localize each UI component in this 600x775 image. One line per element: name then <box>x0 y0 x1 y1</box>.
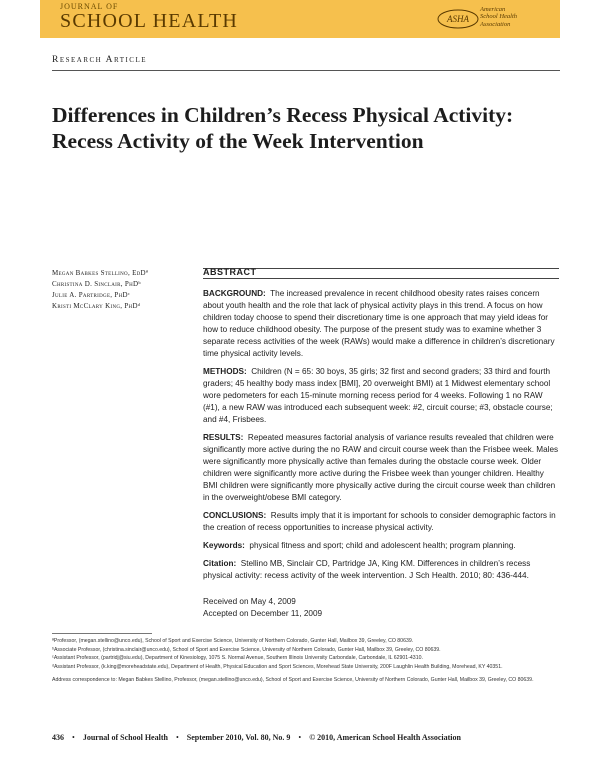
abstract-background <box>203 288 559 360</box>
footnote-c: ᶜAssistant Professor, (partridj@siu.edu), Department of Kinesiology, 1075 S. Normal Avenue, Southern Illinois University Carbondale, Carbondale, IL 62901-4310. <box>52 655 423 661</box>
abstract-citation <box>203 558 559 582</box>
footer-issue: September 2010, Vol. 80, No. 9 <box>186 733 291 742</box>
journal-header-band <box>40 0 560 38</box>
abstract-keywords <box>203 540 559 552</box>
section-text: The increased prevalence in recent childhood obesity rates raises concern about youth health and the role that lack of physical activity plays in this trend. A focus on how children today choose to spend their discretionary time is one approach that may yield ideas for how to reduce childhood obesity. The purpose of the present study was to examine whether 3 separate recess activities of the week (RAWs) would make a difference in children’s discretionary time physical activity levels. <box>203 289 555 358</box>
asha-mark: ASHA <box>447 14 469 24</box>
abstract-heading: ABSTRACT <box>203 267 257 277</box>
footnote-b: ᵇAssociate Professor, (christina.sinclair@unco.edu), School of Sport and Exercise Science, University of Northern Colorado, Gunter Hall, Mailbox 39, Greeley, CO 80639. <box>52 646 441 653</box>
asha-name <box>480 6 550 28</box>
footnote-a: ªProfessor, (megan.stellino@unco.edu), School of Sport and Exercise Science, University of Northern Colorado, Gunter Hall, Mailbox 39, Greeley, CO 80639. <box>52 638 414 644</box>
section-text: physical fitness and sport; child and adolescent health; program planning. <box>249 541 516 550</box>
bullet-icon: • <box>72 733 75 742</box>
correspondence: Address correspondence to: Megan Babkes Stellino, Professor, (megan.stellino@unco.edu), School of Sport and Exercise Science, University of Northern Colorado, Gunter Hall, Mailbox 39, Greeley, CO 80639. <box>52 677 534 683</box>
accepted-date: Accepted on December 11, 2009 <box>203 609 323 618</box>
section-text: Children (N = 65: 30 boys, 35 girls; 32 first and second graders; 33 third and fourth graders; 45 healthy body mass index [BMI], 20 overweight BMI) at 1 Midwest elementary school wore pedometers for each 15-minute morning recess period for 4 weeks. Following 1 no RAW (#1), a new RAW was introduced each subsequent week: #2, circuit course; #3, obstacle course; and #4, Frisbees. <box>203 367 553 424</box>
footer-copyright: © 2010, American School Health Association <box>309 733 461 742</box>
journal-name-small: JOURNAL OF <box>60 2 119 11</box>
section-label: METHODS: <box>203 367 247 376</box>
article-dates <box>203 596 559 620</box>
footnote-rule <box>52 633 152 634</box>
author-4: Kristi McClary King, PhDᵈ <box>52 302 141 310</box>
asha-line-2: School Health <box>480 13 518 21</box>
section-text: Stellino MB, Sinclair CD, Partridge JA, King KM. Differences in children’s recess physical activity: recess activity of the week intervention. J Sch Health. 2010; 80: 436-444. <box>203 559 531 580</box>
header-divider <box>52 70 560 71</box>
abstract-body <box>203 288 559 620</box>
section-text: Results imply that it is important for schools to consider demographic factors in the creation of recess opportunities to increase physical activity. <box>203 511 556 532</box>
author-3: Julie A. Partridge, PhDᶜ <box>52 291 130 299</box>
footer-journal: Journal of School Health <box>82 733 168 742</box>
asha-line-3: Association <box>480 20 511 28</box>
received-date: Received on May 4, 2009 <box>203 597 296 606</box>
section-label: Citation: <box>203 559 237 568</box>
footnote-d: ᵈAssistant Professor, (k.king@moreheadstate.edu), Department of Health, Physical Education and Sport Sciences, Morehead State University, 200F Laughlin Health Building, Morehead, KY 40351. <box>52 663 503 670</box>
article-type-label: Research Article <box>52 55 148 65</box>
page-footer <box>52 733 560 742</box>
article-title: Differences in Children’s Recess Physical Activity: Recess Activity of the Week Intervention <box>52 103 514 153</box>
journal-name: SCHOOL HEALTH <box>60 10 239 32</box>
author-1: Megan Babkes Stellino, EdDª <box>52 269 149 277</box>
page-number: 436 <box>52 733 64 742</box>
abstract-conclusions <box>203 510 559 534</box>
bullet-icon: • <box>298 733 302 742</box>
abstract-methods <box>203 366 559 426</box>
asha-line-1: American <box>480 6 506 13</box>
section-text: Repeated measures factorial analysis of variance results revealed that children were significantly more active during the no RAW and circuit course week than the Frisbee week. Males were significantly more physically active than females during the obstacle course week. Older children were significantly more active during the Frisbee week than younger children. Healthy BMI children were significantly more physically active during the circuit course week than children in the overweight/obese BMI category. <box>203 433 559 502</box>
section-label: Keywords: <box>203 541 245 550</box>
section-label: CONCLUSIONS: <box>203 511 267 520</box>
section-label: RESULTS: <box>203 433 244 442</box>
author-2: Christina D. Sinclair, PhDᵇ <box>52 280 141 288</box>
bullet-icon: • <box>175 733 179 742</box>
abstract-heading-rule <box>203 278 559 279</box>
abstract-results <box>203 432 559 504</box>
section-label: BACKGROUND: <box>203 289 266 298</box>
footnotes <box>52 637 552 685</box>
author-list <box>52 268 192 312</box>
